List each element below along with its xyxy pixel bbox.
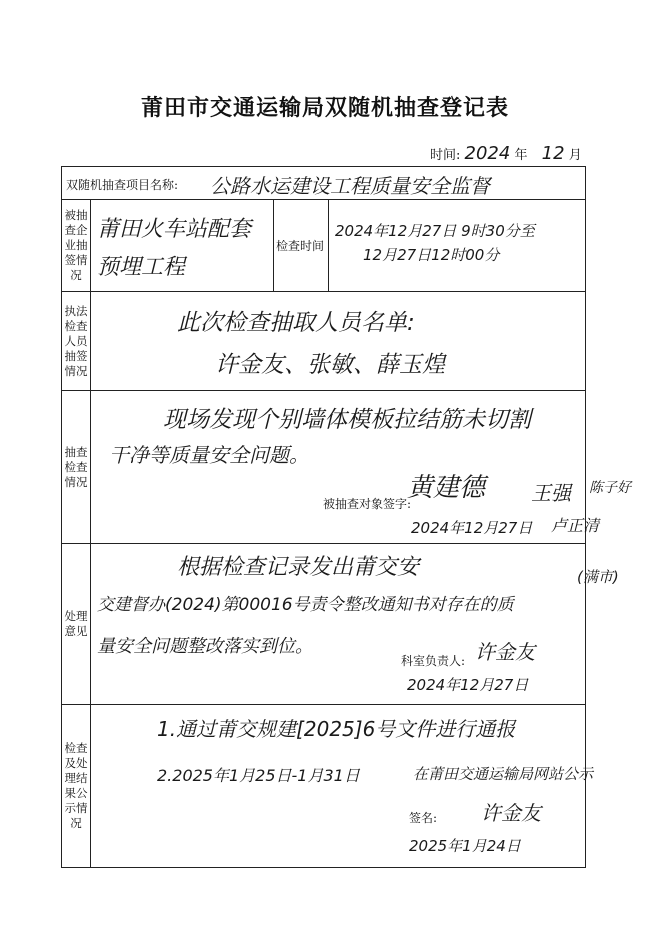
signer-signature-3: 陈子好	[589, 480, 631, 496]
result-line2b: 在莆田交通运输局网站公示	[413, 765, 594, 783]
check-time-label-cell	[273, 200, 329, 291]
signer-label: 被抽查对象签字:	[323, 497, 412, 511]
officer-label: 科室负责人:	[401, 654, 466, 668]
signer-signature-4: 卢正清	[551, 516, 600, 535]
date-year-unit: 年	[514, 148, 528, 163]
check-time-label: 检查时间	[276, 239, 325, 253]
project-cell	[62, 167, 586, 200]
opinion-line1: 根据检查记录发出莆交安	[177, 555, 420, 580]
signer-signature-2: 王强	[531, 481, 571, 505]
sign-label: 签名:	[409, 811, 438, 825]
check-time-line1: 2024年12月27日 9时30分至	[335, 222, 535, 240]
project-label: 双随机抽查项目名称:	[66, 178, 179, 192]
enterprise-label: 被抽查企业抽签情况	[62, 200, 91, 292]
inspection-date: 2024年12月27日	[411, 519, 533, 537]
staff-line2: 许金友、张敏、薛玉煌	[215, 352, 445, 378]
inspection-line1: 现场发现个别墙体模板拉结筋未切割	[163, 407, 531, 433]
result-line2: 2.2025年1月25日-1月31日	[157, 766, 360, 785]
opinion-line2: 交建督办(2024)第00016号责令整改通知书对存在的质	[97, 595, 514, 615]
result-cell	[91, 705, 594, 868]
date-label: 时间:	[430, 148, 461, 163]
record-form	[61, 166, 631, 868]
opinion-cell	[91, 544, 619, 705]
inspection-label: 抽查检查情况	[62, 391, 91, 544]
sign-signature: 许金友	[481, 801, 541, 825]
enterprise-name-line1: 莆田火车站配套	[97, 217, 252, 242]
check-time-line2: 12月27日12时00分	[363, 246, 500, 264]
enterprise-name-line2: 预埋工程	[97, 255, 186, 280]
staff-cell	[91, 292, 586, 391]
record-date	[430, 143, 582, 164]
opinion-date: 2024年12月27日	[407, 676, 529, 694]
inspection-line2: 干净等质量安全问题。	[109, 443, 309, 467]
result-label: 检查及处理结果公示情况	[62, 705, 91, 868]
date-month-unit: 月	[568, 148, 582, 163]
opinion-line3: 量安全问题整改落实到位。	[97, 636, 313, 657]
opinion-label: 处理意见	[62, 544, 91, 705]
inspection-cell	[91, 391, 631, 544]
result-date: 2025年1月24日	[409, 837, 521, 855]
staff-label: 执法检查人员抽签情况	[62, 292, 91, 391]
signer-signature-1: 黄建德	[407, 473, 486, 503]
officer-signature: 许金友	[475, 640, 535, 664]
date-month: 12	[541, 143, 565, 164]
result-line1: 1.通过莆交规建[2025]6号文件进行通报	[157, 717, 516, 741]
opinion-line1b: (满市)	[577, 568, 619, 586]
staff-line1: 此次检查抽取人员名单:	[177, 310, 415, 336]
enterprise-cell	[91, 200, 586, 292]
project-value: 公路水运建设工程质量安全监督	[210, 174, 490, 198]
page-title: 莆田市交通运输局双随机抽查登记表	[140, 95, 509, 121]
date-year: 2024	[464, 143, 511, 164]
